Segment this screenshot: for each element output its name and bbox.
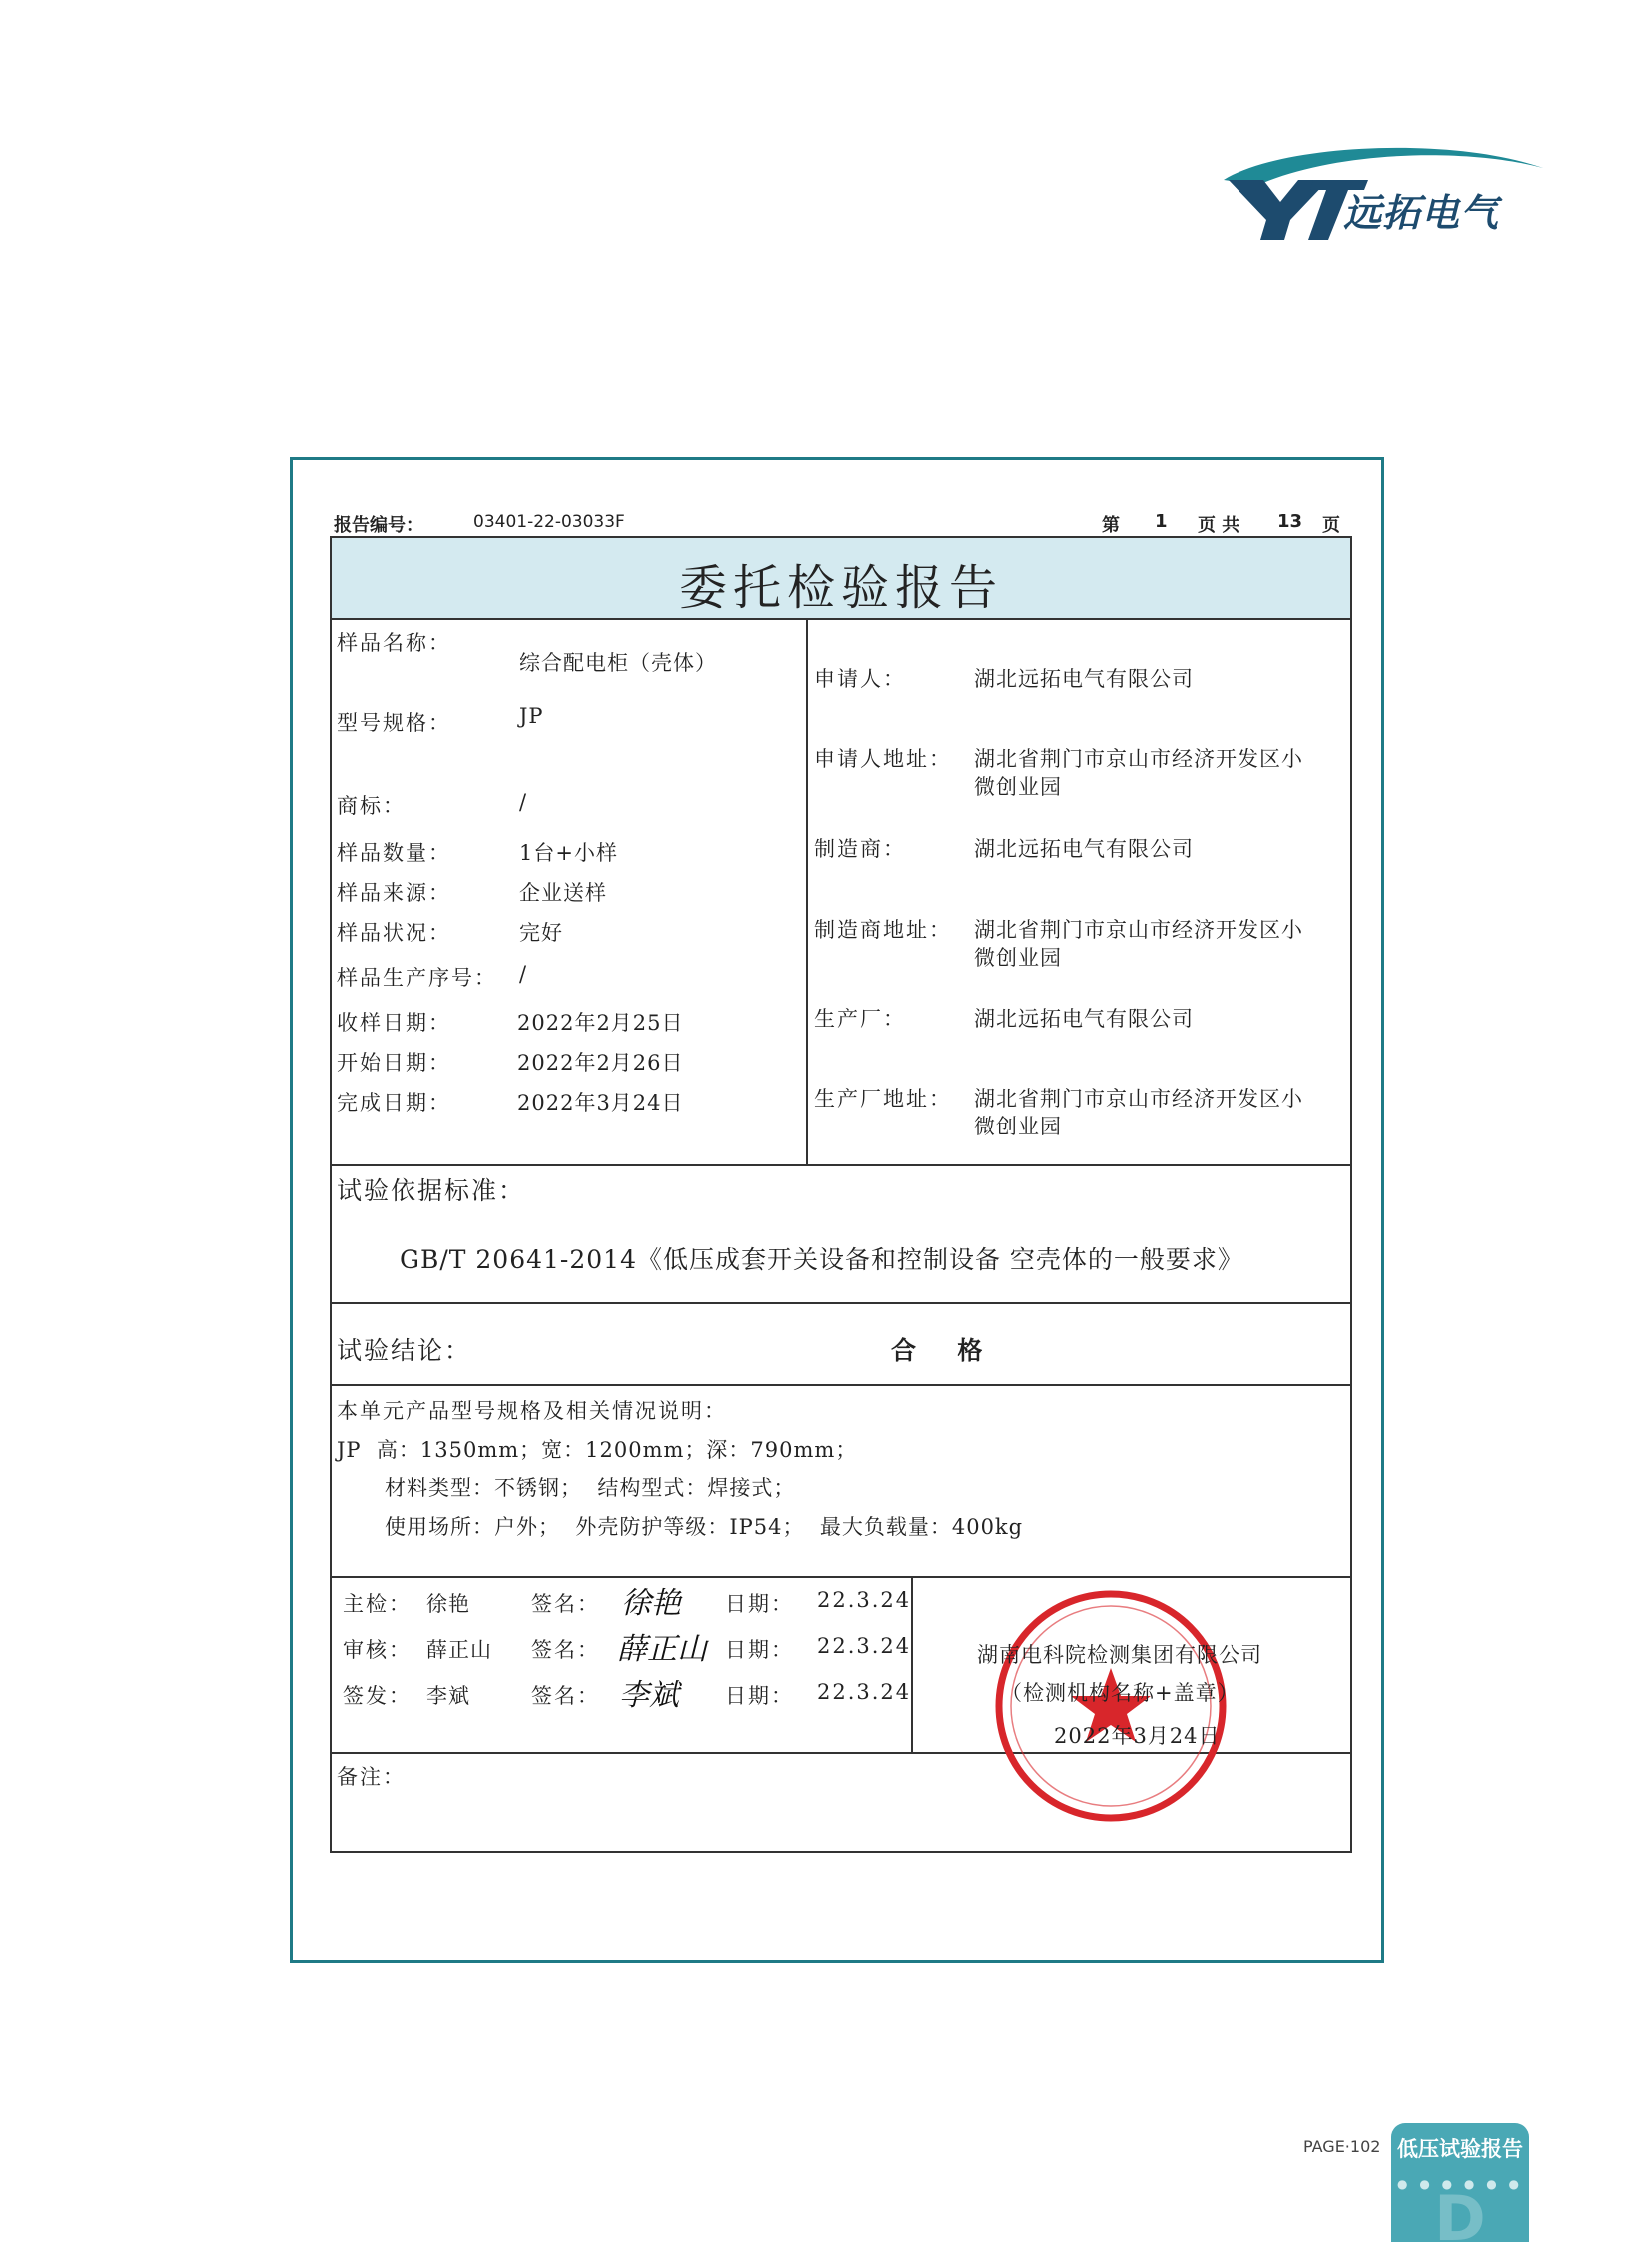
- conclusion-label: 试验结论：: [337, 1336, 472, 1365]
- section-letter: D: [1434, 2182, 1486, 2255]
- person-name: 李斌: [426, 1684, 470, 1708]
- institution-name: 湖南电科院检测集团有限公司: [977, 1643, 1262, 1667]
- factory-label: 生产厂：: [814, 1007, 906, 1031]
- description-label: 本单元产品型号规格及相关情况说明：: [337, 1399, 727, 1423]
- date-label: 日期：: [725, 1638, 794, 1662]
- conclusion-value: 合 格: [891, 1336, 991, 1365]
- divider: [330, 1576, 1352, 1578]
- handwritten-signature: 薛正山: [617, 1632, 707, 1667]
- factory-addr-label: 生产厂地址：: [814, 1087, 952, 1111]
- handwritten-signature: 李斌: [619, 1678, 679, 1713]
- qty-label: 样品数量：: [337, 841, 451, 865]
- sign-label: 签名：: [531, 1592, 600, 1616]
- source-label: 样品来源：: [337, 881, 451, 905]
- page-number: PAGE·102: [1303, 2137, 1381, 2156]
- applicant-addr-label: 申请人地址：: [814, 747, 952, 771]
- divider: [330, 1164, 1352, 1166]
- start-date: 2022年2月26日: [517, 1051, 684, 1075]
- model: JP: [519, 704, 544, 728]
- sample-name-label: 样品名称：: [337, 631, 451, 655]
- maker: 湖北远拓电气有限公司: [974, 837, 1194, 861]
- sign-label: 签名：: [531, 1638, 600, 1662]
- sample-name: 综合配电柜（壳体）: [519, 651, 717, 675]
- sign-date: 22.3.24: [817, 1588, 912, 1612]
- maker-label: 制造商：: [814, 837, 906, 861]
- person-name: 薛正山: [426, 1638, 492, 1662]
- factory-addr-line2: 微创业园: [974, 1115, 1062, 1138]
- tab-dots-icon: ● ● ● ● ● ●: [1397, 2177, 1523, 2191]
- start-date-label: 开始日期：: [337, 1051, 451, 1075]
- standard-text: GB/T 20641-2014《低压成套开关设备和控制设备 空壳体的一般要求》: [400, 1245, 1243, 1274]
- factory: 湖北远拓电气有限公司: [974, 1007, 1194, 1031]
- description-line3: 使用场所：户外； 外壳防护等级：IP54； 最大负载量：400kg: [385, 1515, 1024, 1539]
- sign-label: 签名：: [531, 1684, 600, 1708]
- person-name: 徐艳: [426, 1592, 470, 1616]
- role-label: 签发：: [343, 1684, 412, 1708]
- description-line1: JP 高：1350mm；宽：1200mm；深：790mm；: [337, 1438, 858, 1462]
- applicant: 湖北远拓电气有限公司: [974, 667, 1194, 691]
- description-line2: 材料类型：不锈钢； 结构型式：焊接式；: [385, 1476, 796, 1500]
- institution-date: 2022年3月24日: [1054, 1724, 1221, 1748]
- divider: [330, 1384, 1352, 1386]
- report-no: 03401-22-03033F: [473, 512, 625, 532]
- divider: [330, 618, 1352, 620]
- applicant-addr-line1: 湖北省荆门市京山市经济开发区小: [974, 747, 1303, 771]
- date-label: 日期：: [725, 1592, 794, 1616]
- end-date-label: 完成日期：: [337, 1091, 451, 1115]
- recv-date-label: 收样日期：: [337, 1011, 451, 1035]
- applicant-label: 申请人：: [814, 667, 906, 691]
- page-mid: 页 共: [1198, 515, 1240, 536]
- qty: 1台+小样: [519, 841, 618, 865]
- serial: /: [519, 962, 528, 986]
- page-end: 页: [1322, 515, 1340, 536]
- maker-addr-label: 制造商地址：: [814, 918, 952, 942]
- applicant-addr-line2: 微创业园: [974, 775, 1062, 799]
- brand: /: [519, 790, 528, 814]
- brand-label: 商标：: [337, 794, 406, 818]
- model-label: 型号规格：: [337, 711, 451, 735]
- divider: [330, 1302, 1352, 1304]
- institution-seal-note: （检测机构名称+盖章）: [1001, 1681, 1239, 1705]
- state: 完好: [519, 921, 563, 945]
- recv-date: 2022年2月25日: [517, 1011, 684, 1035]
- divider: [806, 619, 808, 1164]
- remarks-label: 备注：: [337, 1765, 406, 1789]
- role-label: 审核：: [343, 1638, 412, 1662]
- divider: [911, 1577, 913, 1753]
- maker-addr-line2: 微创业园: [974, 946, 1062, 970]
- handwritten-signature: 徐艳: [621, 1586, 681, 1621]
- standard-label: 试验依据标准：: [337, 1176, 526, 1205]
- sign-date: 22.3.24: [817, 1634, 912, 1658]
- section-tab-label: 低压试验报告: [1397, 2137, 1523, 2161]
- end-date: 2022年3月24日: [517, 1091, 684, 1115]
- page-current: 1: [1155, 511, 1168, 532]
- report-title: 委托检验报告: [678, 560, 1003, 616]
- report-no-label: 报告编号：: [334, 515, 423, 536]
- sign-date: 22.3.24: [817, 1680, 912, 1704]
- date-label: 日期：: [725, 1684, 794, 1708]
- state-label: 样品状况：: [337, 921, 451, 945]
- source: 企业送样: [519, 881, 607, 905]
- factory-addr-line1: 湖北省荆门市京山市经济开发区小: [974, 1087, 1303, 1111]
- page-label: 第: [1102, 515, 1120, 536]
- role-label: 主检：: [343, 1592, 412, 1616]
- brand-logo-text: 远拓电气: [1343, 191, 1500, 235]
- serial-label: 样品生产序号：: [337, 966, 497, 990]
- page-total: 13: [1277, 511, 1303, 532]
- maker-addr-line1: 湖北省荆门市京山市经济开发区小: [974, 918, 1303, 942]
